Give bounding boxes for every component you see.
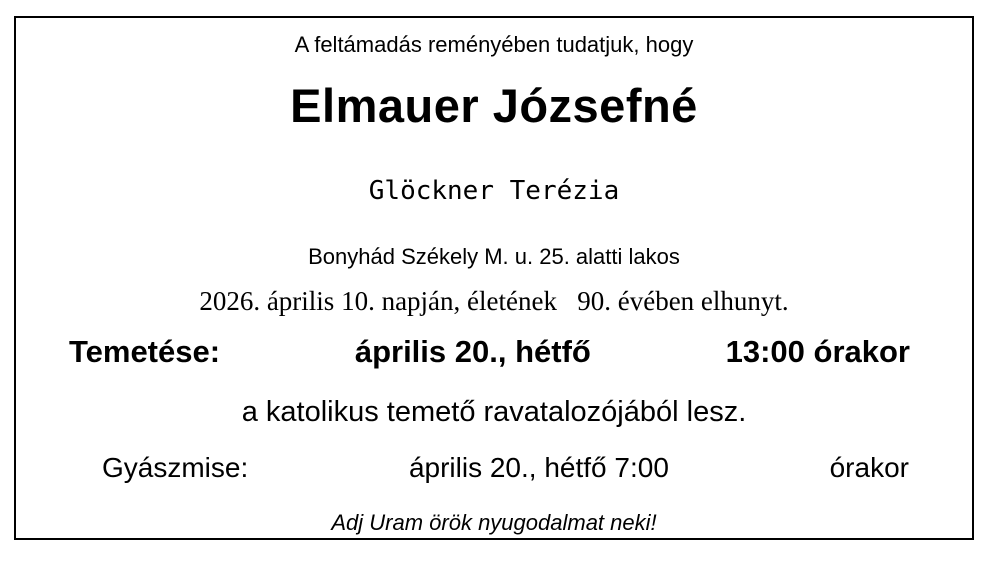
residence-line: Bonyhád Székely M. u. 25. alatti lakos	[308, 244, 680, 269]
death-date-line: 2026. április 10. napján, életének 90. évében elhunyt.	[199, 286, 789, 316]
funeral-label: Temetése:	[69, 334, 221, 369]
intro-line: A feltámadás reményében tudatjuk, hogy	[294, 32, 694, 57]
deceased-name: Elmauer Józsefné	[290, 79, 698, 132]
mass-label: Gyászmise:	[102, 452, 249, 483]
closing-prayer-line: Adj Uram örök nyugodalmat neki!	[331, 510, 657, 535]
mass-time: órakor	[829, 452, 909, 483]
mass-row	[16, 452, 972, 484]
funeral-time: 13:00 órakor	[725, 334, 910, 369]
maiden-name: Glöckner Terézia	[368, 176, 620, 206]
funeral-row	[16, 334, 972, 370]
mass-date: április 20., hétfő 7:00	[408, 452, 669, 483]
funeral-date: április 20., hétfő	[354, 334, 591, 369]
funeral-location-line: a katolikus temető ravatalozójából lesz.	[241, 396, 747, 428]
funeral-notice-card	[14, 16, 974, 540]
